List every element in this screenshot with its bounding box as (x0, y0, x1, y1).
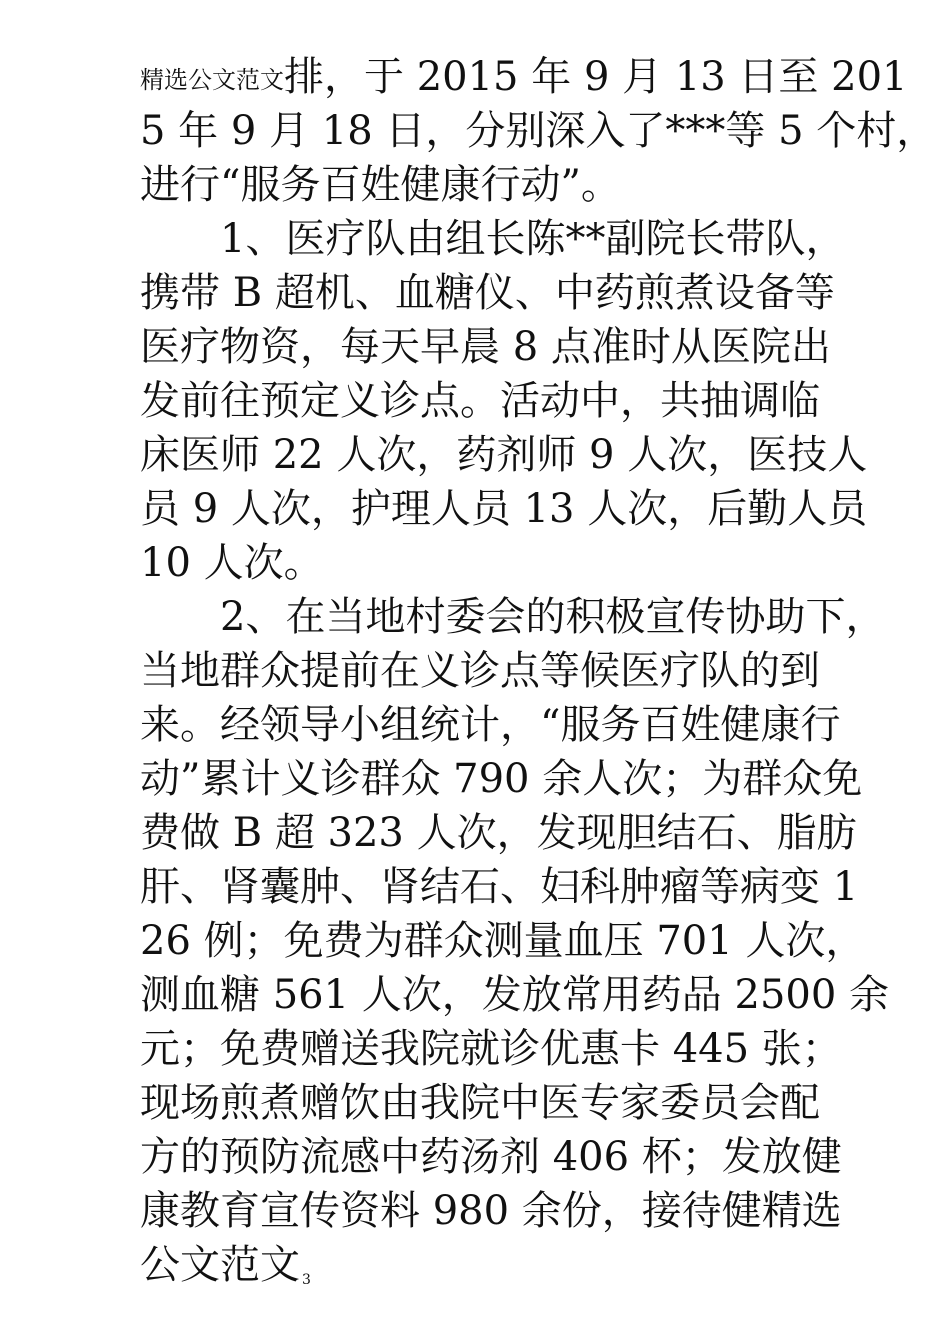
text-line-15: 费做 B 超 323 人次，发现胆结石、脂肪 (140, 810, 857, 856)
text-line-1-content: 排，于 2015 年 9 月 13 日至 201 (284, 54, 908, 100)
text-line-18: 测血糖 561 人次，发放常用药品 2500 余 (140, 972, 890, 1018)
text-line-10: 10 人次。 (140, 540, 324, 586)
text-line-22: 康教育宣传资料 980 余份，接待健精选 (140, 1188, 842, 1234)
text-line-21: 方的预防流感中药汤剂 406 杯；发放健 (140, 1134, 842, 1180)
text-line-23-content: 公文范文 (140, 1242, 300, 1288)
text-line-12: 当地群众提前在义诊点等候医疗队的到 (140, 648, 820, 694)
text-line-14: 动”累计义诊群众 790 余人次；为群众免 (140, 756, 863, 802)
text-line-2: 5 年 9 月 18 日，分别深入了***等 5 个村， (140, 108, 937, 154)
text-line-6: 医疗物资，每天早晨 8 点准时从医院出 (140, 324, 831, 370)
text-line-13: 来。经领导小组统计，“服务百姓健康行 (140, 702, 841, 748)
text-line-16: 肝、肾囊肿、肾结石、妇科肿瘤等病变 1 (140, 864, 859, 910)
text-line-5: 携带 B 超机、血糖仪、中药煎煮设备等 (140, 270, 835, 316)
text-line-1 (140, 50, 908, 107)
page-number: 3 (302, 1272, 311, 1288)
text-line-19: 元；免费赠送我院就诊优惠卡 445 张； (140, 1026, 842, 1072)
paragraph-1-first-line: 1、医疗队由组长陈**副院长带队， (220, 216, 846, 262)
text-line-23 (140, 1238, 311, 1307)
header-mark: 精选公文范文 (140, 66, 284, 94)
text-line-17: 26 例；免费为群众测量血压 701 人次， (140, 918, 866, 964)
text-line-20: 现场煎煮赠饮由我院中医专家委员会配 (140, 1080, 820, 1126)
text-line-7: 发前往预定义诊点。活动中，共抽调临 (140, 378, 820, 424)
paragraph-2-first-line: 2、在当地村委会的积极宣传协助下， (220, 594, 886, 640)
text-line-3: 进行“服务百姓健康行动”。 (140, 162, 621, 208)
text-line-8: 床医师 22 人次，药剂师 9 人次，医技人 (140, 432, 868, 478)
text-line-9: 员 9 人次，护理人员 13 人次，后勤人员 (140, 486, 868, 532)
